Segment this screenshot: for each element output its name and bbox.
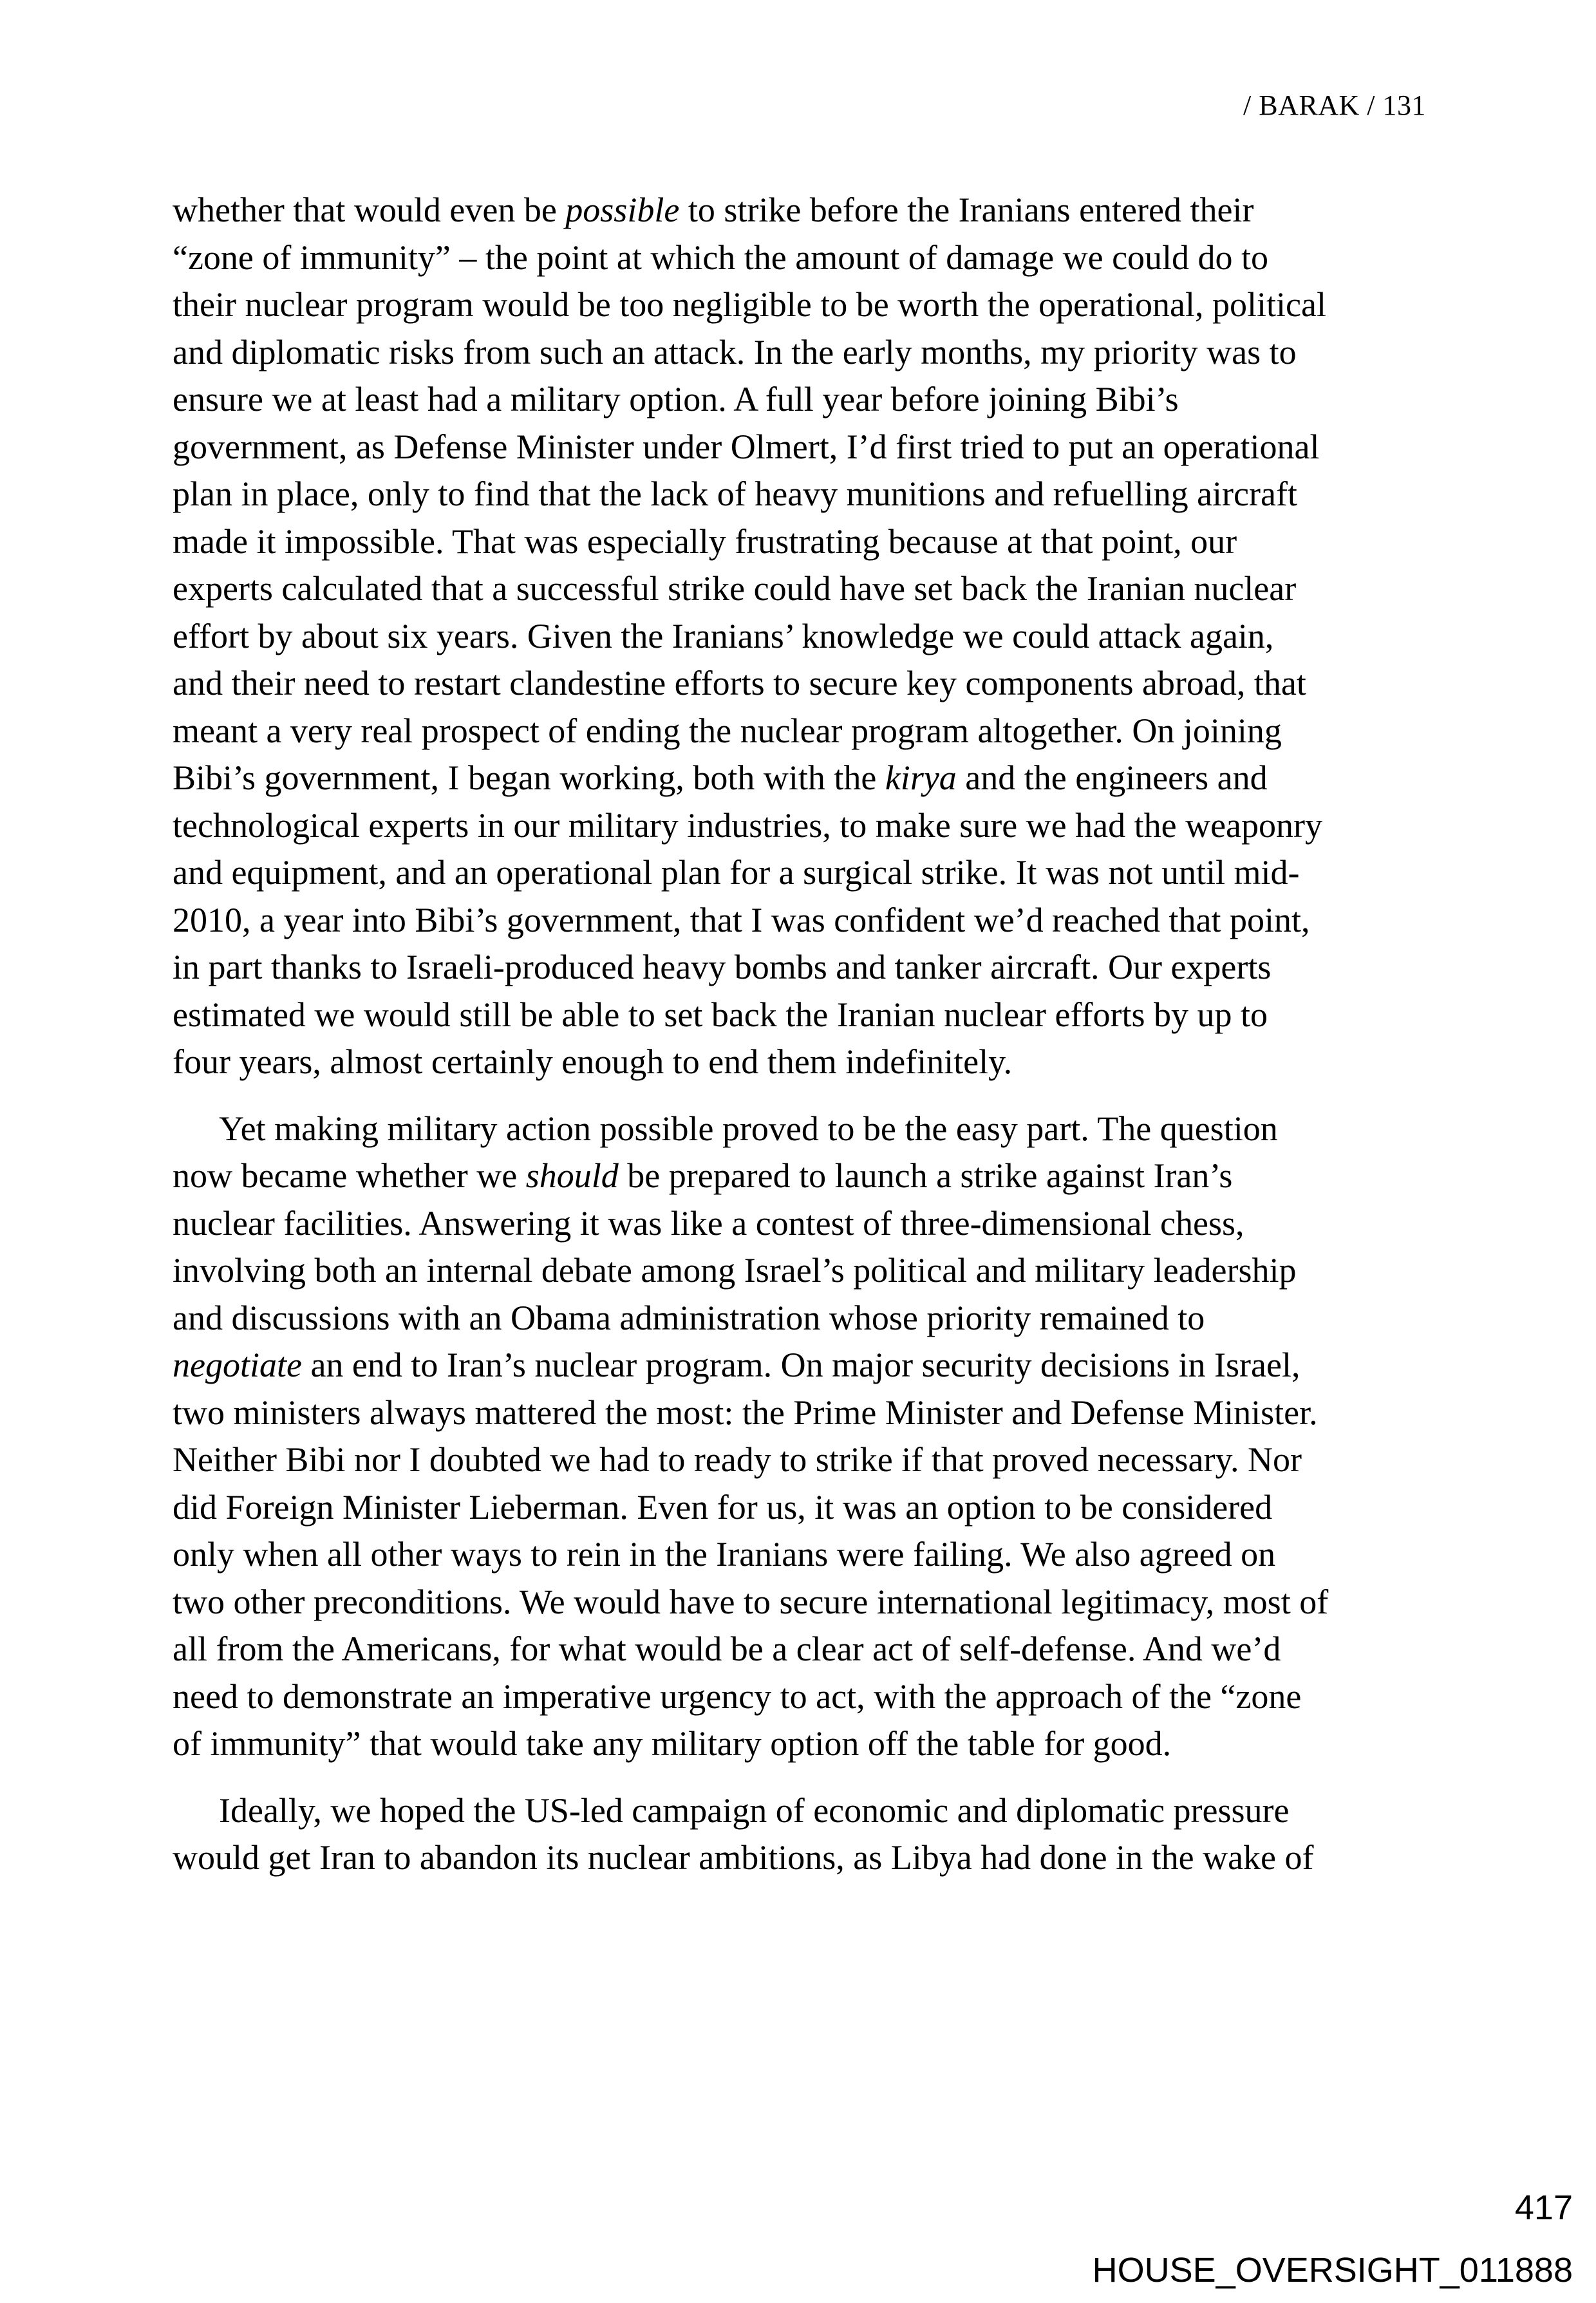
text-line: Ideally, we hoped the US-led campaign of economic and diplomatic pressure <box>219 1791 1290 1830</box>
body-text <box>173 187 1434 1882</box>
text-line: in part thanks to Israeli-produced heavy bombs and tanker aircraft. Our experts <box>173 948 1272 986</box>
text-line: and their need to restart clandestine efforts to secure key components abroad, that <box>173 664 1306 702</box>
text-line: and discussions with an Obama administration whose priority remained to <box>173 1298 1205 1337</box>
text-line: Bibi’s government, I began working, both with the kirya and the engineers and <box>173 758 1268 797</box>
text-line: Yet making military action possible proved to be the easy part. The question <box>219 1109 1278 1148</box>
text-line: negotiate an end to Iran’s nuclear program. On major security decisions in Israel, <box>173 1346 1300 1384</box>
text-line: two other preconditions. We would have to secure international legitimacy, most of <box>173 1582 1329 1621</box>
text-line: estimated we would still be able to set back the Iranian nuclear efforts by up to <box>173 995 1268 1034</box>
text-line: effort by about six years. Given the Iranians’ knowledge we could attack again, <box>173 616 1274 655</box>
text-line: and diplomatic risks from such an attack. In the early months, my priority was to <box>173 332 1297 371</box>
bates-number: HOUSE_OVERSIGHT_011888 <box>1092 2251 1573 2289</box>
text-line: whether that would even be possible to strike before the Iranians entered their <box>173 191 1254 229</box>
text-line: government, as Defense Minister under Olmert, I’d first tried to put an operational <box>173 427 1320 466</box>
text-line: four years, almost certainly enough to end them indefinitely. <box>173 1042 1013 1081</box>
text-line: of immunity” that would take any military option off the table for good. <box>173 1724 1172 1763</box>
text-line: would get Iran to abandon its nuclear ambitions, as Libya had done in the wake of <box>173 1838 1314 1877</box>
text-line: “zone of immunity” – the point at which the amount of damage we could do to <box>173 238 1269 277</box>
paragraph-gap <box>173 1086 1434 1105</box>
text-line: all from the Americans, for what would be a clear act of self-defense. And we’d <box>173 1630 1281 1668</box>
emphasis: kirya <box>885 758 957 797</box>
paragraph-gap <box>173 1768 1434 1787</box>
text-line: nuclear facilities. Answering it was like a contest of three-dimensional chess, <box>173 1203 1244 1243</box>
running-head: / BARAK / 131 <box>1243 89 1426 121</box>
emphasis: possible <box>565 191 680 229</box>
text-line: now became whether we should be prepared to launch a strike against Iran’s <box>173 1156 1233 1195</box>
paragraph <box>173 187 1434 1086</box>
text-line: ensure we at least had a military option. A full year before joining Bibi’s <box>173 380 1179 418</box>
text-line: two ministers always mattered the most: the Prime Minister and Defense Minister. <box>173 1393 1318 1432</box>
text-line: did Foreign Minister Lieberman. Even for us, it was an option to be considered <box>173 1487 1273 1527</box>
text-line: meant a very real prospect of ending the nuclear program altogether. On joining <box>173 711 1282 750</box>
text-line: only when all other ways to rein in the Iranians were failing. We also agreed on <box>173 1535 1276 1574</box>
paragraph <box>173 1787 1434 1882</box>
paragraph <box>173 1105 1434 1768</box>
text-line: their nuclear program would be too negligible to be worth the operational, political <box>173 285 1326 324</box>
text-line: 2010, a year into Bibi’s government, that I was confident we’d reached that point, <box>173 900 1310 939</box>
emphasis: should <box>525 1156 619 1195</box>
page-number: 417 <box>1514 2188 1573 2227</box>
text-line: made it impossible. That was especially frustrating because at that point, our <box>173 522 1237 561</box>
text-line: need to demonstrate an imperative urgency to act, with the approach of the “zone <box>173 1677 1302 1716</box>
text-line: involving both an internal debate among Israel’s political and military leadership <box>173 1251 1297 1290</box>
emphasis: negotiate <box>173 1346 302 1384</box>
text-line: plan in place, only to find that the lack of heavy munitions and refuelling aircraft <box>173 475 1297 513</box>
text-line: technological experts in our military industries, to make sure we had the weaponry <box>173 805 1322 845</box>
text-line: experts calculated that a successful strike could have set back the Iranian nuclear <box>173 569 1297 608</box>
text-line: Neither Bibi nor I doubted we had to ready to strike if that proved necessary. Nor <box>173 1440 1302 1479</box>
text-line: and equipment, and an operational plan for a surgical strike. It was not until mid- <box>173 853 1300 892</box>
